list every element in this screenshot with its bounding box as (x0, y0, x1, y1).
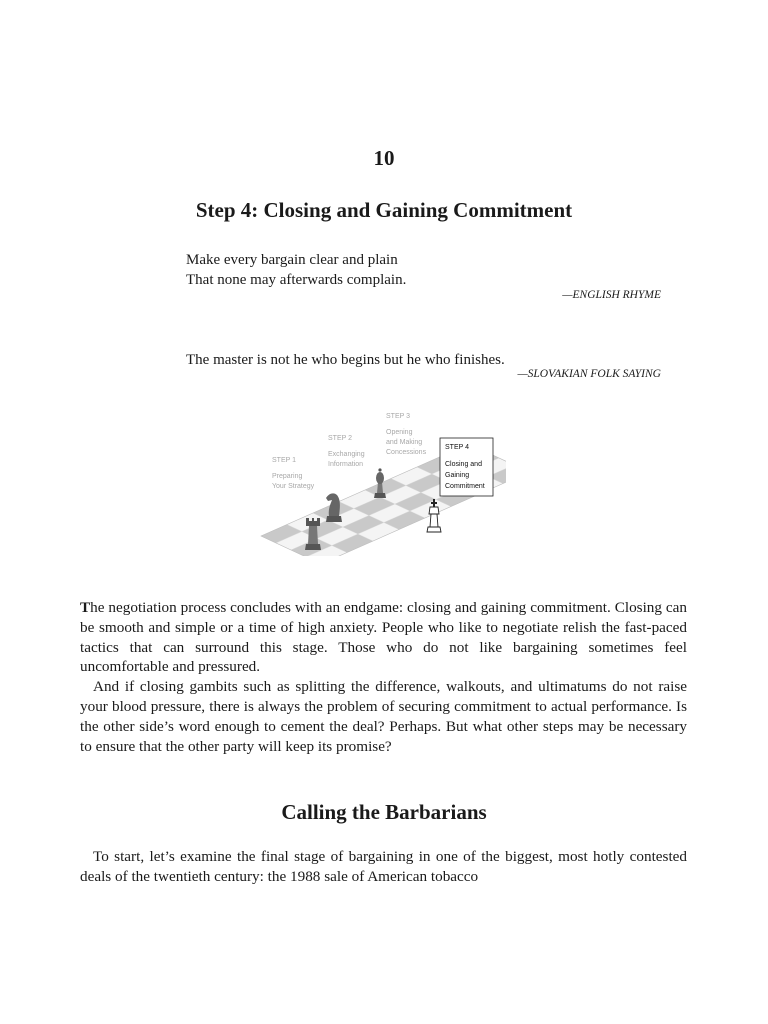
svg-text:STEP 1: STEP 1 (272, 457, 296, 464)
svg-text:Concessions: Concessions (386, 449, 427, 456)
svg-text:Information: Information (328, 461, 364, 468)
step-1-label (272, 457, 315, 490)
intro-paragraphs (80, 598, 687, 756)
chapter-title: Step 4: Closing and Gaining Commitment (195, 198, 573, 222)
svg-text:Opening: Opening (386, 429, 413, 436)
epigraph-2-attribution: —SLOVAKIAN FOLK SAYING (517, 368, 661, 380)
drop-cap: T (80, 599, 91, 616)
step-4-label (440, 438, 493, 496)
paragraph-2: And if closing gambits such as splitting the difference, walkouts, and ultimatums do not raise your blood pressure, there is always the problem of securing commitment to actual performance. Is the other side’s word enough to cement the deal? Perhaps. But what other steps may be necessary to ensure that the other party will keep its promise? (80, 678, 687, 755)
step-3-label (386, 413, 427, 456)
svg-text:STEP 4: STEP 4 (445, 444, 469, 451)
paragraph-1-text: he negotiation process concludes with an endgame: closing and gaining commitment. Closing can be smooth and simple or a time of high anxiety. People who like to negotiate relish the fast-paced tactics that can surround this stage. Those who do not like bargaining sometimes feel uncomfortable and pressured. (80, 599, 687, 676)
svg-text:Your Strategy: Your Strategy (272, 483, 315, 490)
section-heading: Calling the Barbarians (281, 800, 487, 824)
svg-text:and Making: and Making (386, 439, 423, 446)
epigraph-1-attribution: —ENGLISH RHYME (562, 289, 661, 301)
chessboard-illustration (256, 406, 506, 556)
section-paragraph-1: To start, let’s examine the final stage of bargaining in one of the biggest, most hotly contested deals of the twentieth century: the 1988 sale of American tobacco (80, 848, 687, 885)
epigraph-1-line-1: Make every bargain clear and plain (186, 252, 398, 268)
svg-text:Closing and: Closing and (445, 461, 482, 468)
svg-text:Gaining: Gaining (445, 472, 470, 479)
svg-text:Preparing: Preparing (272, 473, 303, 480)
paragraph-1 (80, 598, 687, 677)
epigraph-2-line-1: The master is not he who begins but he who finishes. (186, 352, 505, 368)
step-2-label (328, 435, 365, 468)
svg-text:Commitment: Commitment (445, 483, 485, 490)
epigraph-1-line-2: That none may afterwards complain. (186, 272, 407, 288)
section-paragraphs (80, 847, 687, 887)
chessboard-figure (256, 406, 506, 556)
svg-text:STEP 3: STEP 3 (386, 413, 410, 420)
svg-text:STEP 2: STEP 2 (328, 435, 352, 442)
svg-text:Exchanging: Exchanging (328, 451, 365, 458)
chapter-number: 10 (373, 146, 395, 170)
